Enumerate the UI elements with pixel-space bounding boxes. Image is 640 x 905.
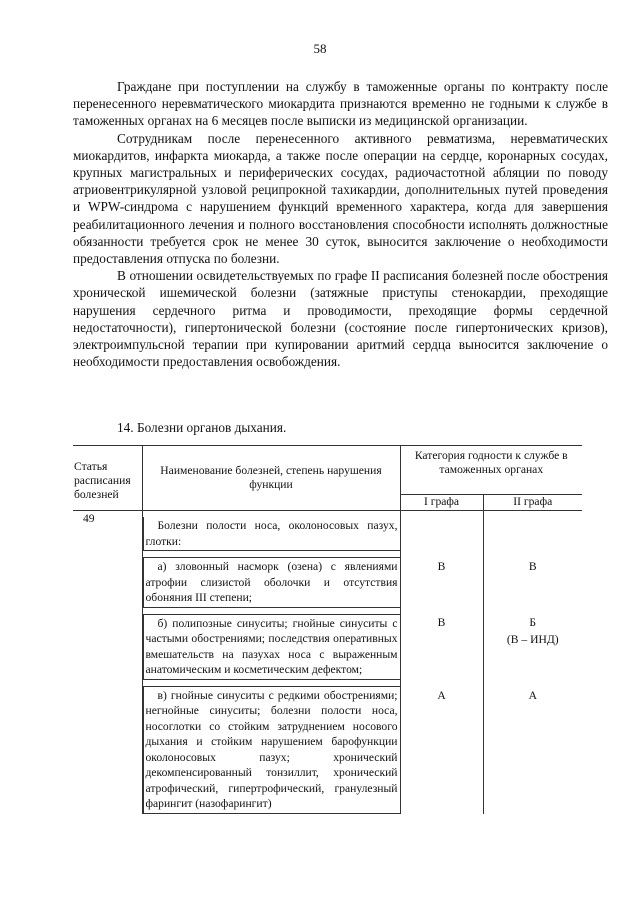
item-b-column-1: В <box>437 615 446 629</box>
table-row <box>73 551 582 608</box>
item-c-column-2: А <box>528 688 537 702</box>
paragraph-1: Граждане при поступлении на службу в таможенные органы по контракту после перенесенного неревматического миокардита признаются временно не годными к службе в таможенных органах на 6 месяцев после выписки из медицинской организации. <box>73 79 608 129</box>
item-c-text: в) гнойные синуситы с редкими обострениями; негнойные синуситы; болезни полости носа, носоглотки со стойким затруднением носового дыхания и стойким нарушением барофункции околоносовых пазух; хронический декомпенсированный тонзиллит, хронический атрофический, гипертрофический, гранулезный фарингит (назофарингит) <box>143 686 400 814</box>
disease-table-container <box>73 445 582 814</box>
item-c-column-1: А <box>437 688 446 702</box>
item-a-text: а) зловонный насморк (озена) с явлениями атрофии слизистой оболочки и отсутствия обоняния III степени; <box>143 557 400 608</box>
header-column-2: II графа <box>483 495 582 511</box>
paragraph-2: Сотрудникам после перенесенного активного ревматизма, неревматических миокардитов, инфаркта миокарда, а также после операции на сердце, коронарных сосудах, крупных магистральных и периферических сосудах, радиочастотной абляции по поводу атриовентрикулярной узловой реципрокной тахикардии, дополнительных путей проведения и WPW-синдрома с нарушением функций временного характера, когда для завершения реабилитационного лечения и полного восстановления способности исполнять должностные обязанности требуется срок не менее 30 суток, выносится заключение о необходимости предоставления отпуска по болезни. <box>73 130 608 267</box>
page-number: 58 <box>313 41 327 56</box>
intro-cell <box>142 511 400 552</box>
article-number: 49 <box>73 511 142 814</box>
item-a-column-2: В <box>528 560 537 573</box>
paragraph-3: В отношении освидетельствуемых по графе II расписания болезней после обострения хронической ишемической болезни (затяжные приступы стенокардии, преходящие нарушения сердечного ритма и проводимости, преходящие формы сердечной недостаточности), гипертонической болезни (состояние после гипертонических кризов), электроимпульсной терапии при купировании аритмий сердца выносится заключение о необходимости предоставления освобождения. <box>73 268 608 370</box>
header-disease-name: Наименование болезней, степень нарушения функции <box>142 446 400 511</box>
table-row <box>73 511 582 552</box>
table-row <box>73 608 582 680</box>
item-b-column-2: Б <box>529 615 537 629</box>
item-a-column-1: В <box>437 560 446 573</box>
disease-table <box>73 445 582 814</box>
header-column-1: I графа <box>400 495 483 511</box>
header-fitness-category: Категория годности к службе в таможенных органах <box>400 446 582 495</box>
header-article: Статья расписания болезней <box>73 446 142 511</box>
intro-text: Болезни полости носа, околоносовых пазух, глотки: <box>143 517 400 551</box>
section-heading: 14. Болезни органов дыхания. <box>117 420 287 435</box>
body-text <box>73 78 608 370</box>
item-b-column-2-note: (В – ИНД) <box>506 633 559 646</box>
table-row <box>73 680 582 814</box>
item-b-text: б) полипозные синуситы; гнойные синуситы с частыми обострениями; последствия оперативных вмешательств на пазухах носа с выраженным анатомическим и косметическим дефектом; <box>143 614 400 680</box>
